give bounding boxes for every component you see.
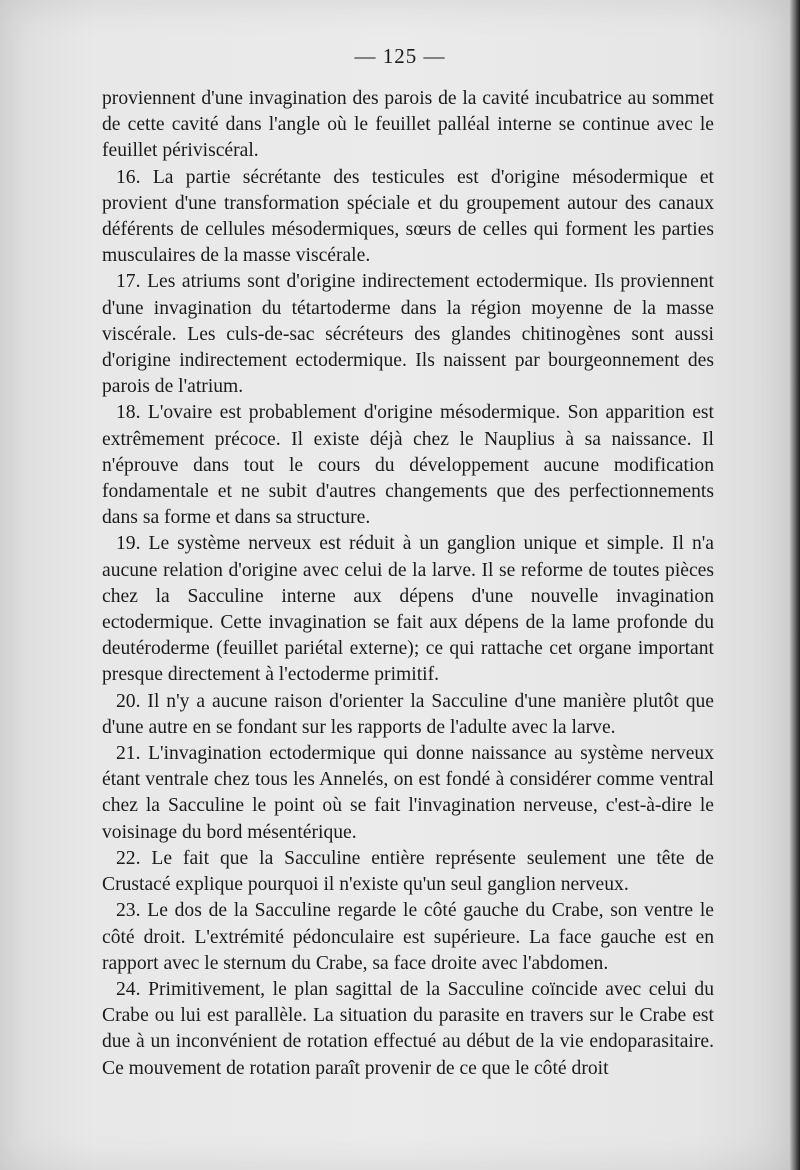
paragraph-number: 20.	[116, 690, 141, 712]
paragraph-text: Le fait que la Sacculine entière représente seulement une tête de Crustacé explique pourquoi il n'existe qu'un seul ganglion nerveux.	[102, 847, 715, 896]
page-number: — 125 —	[354, 44, 446, 68]
paragraph-17	[102, 269, 714, 400]
page-edge-shadow	[790, 0, 800, 1170]
paragraph-text: proviennent d'une invagination des parois de la cavité incubatrice au sommet de cette cavité dans l'angle où le feuillet palléal interne se continue avec le feuillet périviscéral.	[102, 88, 714, 162]
paragraph-19	[102, 531, 714, 688]
paragraph-number: 24.	[116, 978, 141, 1000]
paragraph-number: 21.	[116, 743, 141, 765]
paragraph-24	[102, 977, 714, 1082]
paragraph-18	[102, 400, 714, 531]
paragraph-number: 18.	[116, 402, 141, 424]
paragraph-20	[102, 689, 714, 741]
paragraph-text: Il n'y a aucune raison d'orienter la Sacculine d'une manière plutôt que d'une autre en se fondant sur les rapports de l'adulte avec la larve.	[102, 690, 714, 738]
paragraph-number: 16.	[116, 166, 141, 188]
paragraph-21	[102, 741, 714, 846]
paragraph-22	[102, 846, 714, 898]
paragraph-text: La partie sécrétante des testicules est d'origine mésodermique et provient d'une transformation spéciale et du groupement autour des canaux déférents de cellules mésodermiques, sœurs de celles qui forment les parties musculaires de la masse viscérale.	[102, 166, 714, 267]
paragraph-number: 22.	[116, 847, 141, 869]
paragraph-number: 23.	[116, 900, 141, 922]
paragraph-23	[102, 898, 714, 977]
paragraph-text: Primitivement, le plan sagittal de la Sacculine coïncide avec celui du Crabe ou lui est parallèle. La situation du parasite en travers sur le Crabe est due à un inconvénient de rotation effectué au début de la vie endoparasitaire. Ce mouvement de rotation paraît provenir de ce que le côté droit	[102, 978, 714, 1079]
paragraph-text: Le système nerveux est réduit à un ganglion unique et simple. Il n'a aucune relation d'origine avec celui de la larve. Il se reforme de toutes pièces chez la Sacculine interne aux dépens d'une nouvelle invagination ectodermique. Cette invagination se fait aux dépens de la lame profonde du deutéroderme (feuillet pariétal externe); ce qui rattache cet organe important presque directement à l'ectoderme primitif.	[102, 533, 714, 686]
body-text	[102, 86, 714, 1082]
paragraph-continuation	[102, 86, 714, 165]
paragraph-text: L'invagination ectodermique qui donne naissance au système nerveux étant ventrale chez tous les Annelés, on est fondé à considérer comme ventral chez la Sacculine le point où se fait l'invagination nerveuse, c'est-à-dire le voisinage du bord mésentérique.	[102, 743, 714, 843]
paragraph-text: Les atriums sont d'origine indirectement ectodermique. Ils proviennent d'une invagination du tétartoderme dans la région moyenne de la masse viscérale. Les culs-de-sac sécréteurs des glandes chitinogènes sont aussi d'origine indirectement ectodermique. Ils naissent par bourgeonnement des parois de l'atrium.	[102, 271, 715, 398]
paragraph-number: 17.	[116, 271, 141, 293]
paragraph-text: L'ovaire est probablement d'origine mésodermique. Son apparition est extrêmement précoce. Il existe déjà chez le Nauplius à sa naissance. Il n'éprouve dans tout le cours du développement aucune modification fondamentale et ne subit d'autres changements que des perfectionnements dans sa forme et dans sa structure.	[102, 402, 714, 529]
paragraph-number: 19.	[116, 533, 141, 555]
paragraph-16	[102, 165, 714, 270]
paragraph-text: Le dos de la Sacculine regarde le côté gauche du Crabe, son ventre le côté droit. L'extrémité pédonculaire est supérieure. La face gauche est en rapport avec le sternum du Crabe, sa face droite avec l'abdomen.	[102, 900, 714, 974]
